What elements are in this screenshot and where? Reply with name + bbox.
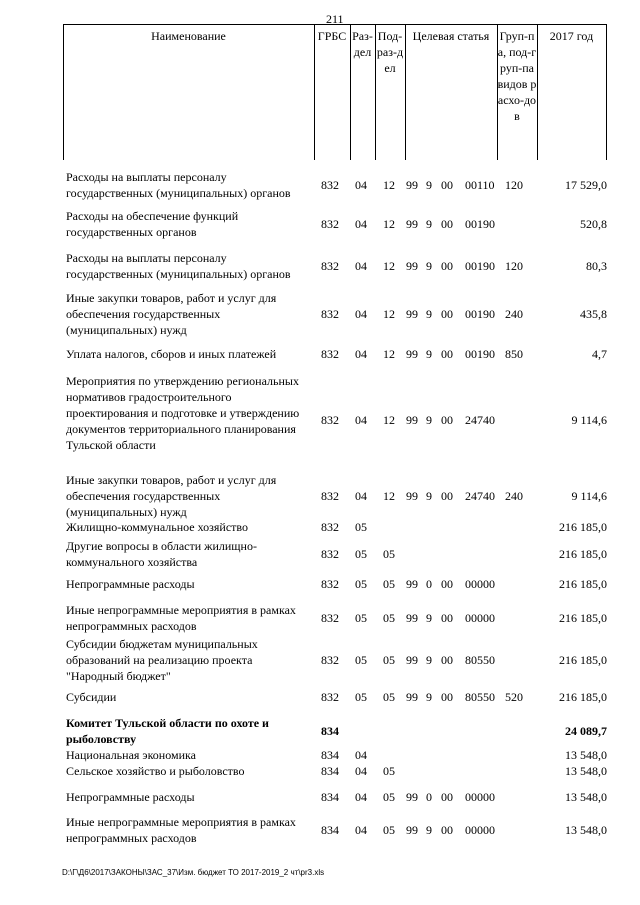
header-year: 2017 год bbox=[549, 29, 594, 43]
amount-cell: 216 185,0 bbox=[559, 690, 607, 704]
razdel-cell: 05 bbox=[355, 547, 367, 561]
row-name: Жилищно-коммунальное хозяйство bbox=[66, 520, 249, 534]
target-part-4: 80550 bbox=[465, 653, 495, 667]
group-cell: 240 bbox=[505, 307, 523, 321]
target-part-2: 9 bbox=[426, 823, 432, 837]
grbs-cell: 832 bbox=[321, 347, 339, 361]
target-part-3: 00 bbox=[441, 690, 453, 704]
amount-cell: 13 548,0 bbox=[565, 790, 607, 804]
amount-cell: 4,7 bbox=[592, 347, 607, 361]
target-part-4: 00190 bbox=[465, 347, 495, 361]
amount-cell: 17 529,0 bbox=[565, 178, 607, 192]
row-name: Уплата налогов, сборов и иных платежей bbox=[66, 347, 277, 361]
grbs-cell: 832 bbox=[321, 307, 339, 321]
group-cell: 850 bbox=[505, 347, 523, 361]
row-name: Непрограммные расходы bbox=[66, 790, 195, 804]
target-part-1: 99 bbox=[406, 577, 418, 591]
target-part-3: 00 bbox=[441, 611, 453, 625]
grbs-cell: 834 bbox=[321, 748, 339, 762]
row-name: Иные непрограммные мероприятия в рамках непрограммных расходов bbox=[66, 603, 296, 633]
row-name: Иные непрограммные мероприятия в рамках непрограммных расходов bbox=[66, 815, 296, 845]
amount-cell: 13 548,0 bbox=[565, 764, 607, 778]
target-part-1: 99 bbox=[406, 653, 418, 667]
podrazdel-cell: 05 bbox=[383, 790, 395, 804]
podrazdel-cell: 05 bbox=[383, 547, 395, 561]
header-razdel: Раз-дел bbox=[352, 29, 373, 59]
grbs-cell: 832 bbox=[321, 577, 339, 591]
target-part-3: 00 bbox=[441, 790, 453, 804]
grbs-cell: 834 bbox=[321, 724, 339, 738]
target-part-2: 0 bbox=[426, 790, 432, 804]
target-part-1: 99 bbox=[406, 413, 418, 427]
target-part-1: 99 bbox=[406, 178, 418, 192]
amount-cell: 13 548,0 bbox=[565, 823, 607, 837]
target-part-1: 99 bbox=[406, 790, 418, 804]
header-divider bbox=[63, 24, 64, 160]
razdel-cell: 04 bbox=[355, 823, 367, 837]
podrazdel-cell: 05 bbox=[383, 611, 395, 625]
razdel-cell: 05 bbox=[355, 520, 367, 534]
row-name: Расходы на выплаты персоналу государственных (муниципальных) органов bbox=[66, 251, 291, 281]
grbs-cell: 832 bbox=[321, 611, 339, 625]
razdel-cell: 04 bbox=[355, 413, 367, 427]
target-part-4: 00000 bbox=[465, 823, 495, 837]
target-part-3: 00 bbox=[441, 413, 453, 427]
header-group: Груп-па, под-груп-па видов расхо-дов bbox=[497, 29, 537, 123]
target-part-3: 00 bbox=[441, 217, 453, 231]
header-divider bbox=[405, 24, 406, 160]
target-part-4: 80550 bbox=[465, 690, 495, 704]
target-part-1: 99 bbox=[406, 611, 418, 625]
podrazdel-cell: 05 bbox=[383, 690, 395, 704]
amount-cell: 24 089,7 bbox=[565, 724, 607, 738]
header-divider bbox=[314, 24, 315, 160]
row-name: Комитет Тульской области по охоте и рыболовству bbox=[66, 716, 269, 746]
amount-cell: 9 114,6 bbox=[571, 489, 607, 503]
target-part-4: 00000 bbox=[465, 577, 495, 591]
podrazdel-cell: 12 bbox=[383, 217, 395, 231]
header-target: Целевая статья bbox=[412, 29, 490, 43]
target-part-3: 00 bbox=[441, 347, 453, 361]
target-part-2: 9 bbox=[426, 690, 432, 704]
target-part-1: 99 bbox=[406, 690, 418, 704]
row-name: Другие вопросы в области жилищно-коммунального хозяйства bbox=[66, 539, 257, 569]
target-part-2: 9 bbox=[426, 413, 432, 427]
target-part-3: 00 bbox=[441, 489, 453, 503]
target-part-4: 00190 bbox=[465, 217, 495, 231]
razdel-cell: 04 bbox=[355, 178, 367, 192]
podrazdel-cell: 05 bbox=[383, 823, 395, 837]
target-part-4: 00000 bbox=[465, 790, 495, 804]
target-part-4: 24740 bbox=[465, 413, 495, 427]
amount-cell: 216 185,0 bbox=[559, 547, 607, 561]
target-part-1: 99 bbox=[406, 347, 418, 361]
podrazdel-cell: 12 bbox=[383, 307, 395, 321]
target-part-3: 00 bbox=[441, 823, 453, 837]
file-path-footer: D:\Г\Д6\2017\ЗАКОНЫ\ЗАС_37\Изм. бюджет ТО 2017-2019_2 чт\pr3.xls bbox=[62, 868, 325, 877]
row-name: Сельское хозяйство и рыболовство bbox=[66, 764, 245, 778]
target-part-3: 00 bbox=[441, 307, 453, 321]
target-part-2: 9 bbox=[426, 653, 432, 667]
row-name: Национальная экономика bbox=[66, 748, 196, 762]
target-part-2: 9 bbox=[426, 307, 432, 321]
row-name: Субсидии бюджетам муниципальных образований на реализацию проекта "Народный бюджет" bbox=[66, 637, 258, 683]
target-part-2: 9 bbox=[426, 489, 432, 503]
header-divider bbox=[606, 24, 607, 160]
target-part-1: 99 bbox=[406, 307, 418, 321]
group-cell: 240 bbox=[505, 489, 523, 503]
amount-cell: 9 114,6 bbox=[571, 413, 607, 427]
target-part-3: 00 bbox=[441, 577, 453, 591]
grbs-cell: 832 bbox=[321, 520, 339, 534]
razdel-cell: 05 bbox=[355, 690, 367, 704]
target-part-1: 99 bbox=[406, 259, 418, 273]
razdel-cell: 05 bbox=[355, 611, 367, 625]
target-part-1: 99 bbox=[406, 217, 418, 231]
razdel-cell: 04 bbox=[355, 347, 367, 361]
podrazdel-cell: 12 bbox=[383, 178, 395, 192]
group-cell: 520 bbox=[505, 690, 523, 704]
grbs-cell: 832 bbox=[321, 413, 339, 427]
group-cell: 120 bbox=[505, 259, 523, 273]
razdel-cell: 05 bbox=[355, 577, 367, 591]
target-part-2: 9 bbox=[426, 217, 432, 231]
grbs-cell: 834 bbox=[321, 764, 339, 778]
target-part-1: 99 bbox=[406, 489, 418, 503]
row-name: Иные закупки товаров, работ и услуг для обеспечения государственных (муниципальных) нужд bbox=[66, 291, 277, 337]
grbs-cell: 834 bbox=[321, 790, 339, 804]
grbs-cell: 832 bbox=[321, 217, 339, 231]
razdel-cell: 04 bbox=[355, 217, 367, 231]
target-part-2: 0 bbox=[426, 577, 432, 591]
razdel-cell: 04 bbox=[355, 259, 367, 273]
razdel-cell: 04 bbox=[355, 307, 367, 321]
podrazdel-cell: 05 bbox=[383, 577, 395, 591]
header-podrazdel: Под-раз-дел bbox=[376, 29, 404, 75]
target-part-3: 00 bbox=[441, 178, 453, 192]
podrazdel-cell: 12 bbox=[383, 413, 395, 427]
row-name: Мероприятия по утверждению региональных нормативов градостроительного проектирования и подготовке и утверждению документов территориального планирования Тульской области bbox=[66, 374, 300, 452]
amount-cell: 435,8 bbox=[580, 307, 607, 321]
target-part-4: 24740 bbox=[465, 489, 495, 503]
page-number: 211 bbox=[326, 12, 344, 26]
row-name: Расходы на обеспечение функций государственных органов bbox=[66, 209, 239, 239]
target-part-4: 00110 bbox=[465, 178, 495, 192]
target-part-4: 00190 bbox=[465, 259, 495, 273]
row-name: Расходы на выплаты персоналу государственных (муниципальных) органов bbox=[66, 170, 291, 200]
razdel-cell: 04 bbox=[355, 489, 367, 503]
target-part-2: 9 bbox=[426, 178, 432, 192]
razdel-cell: 04 bbox=[355, 790, 367, 804]
grbs-cell: 832 bbox=[321, 259, 339, 273]
amount-cell: 216 185,0 bbox=[559, 611, 607, 625]
grbs-cell: 832 bbox=[321, 547, 339, 561]
target-part-3: 00 bbox=[441, 653, 453, 667]
amount-cell: 216 185,0 bbox=[559, 577, 607, 591]
grbs-cell: 832 bbox=[321, 489, 339, 503]
grbs-cell: 832 bbox=[321, 178, 339, 192]
amount-cell: 216 185,0 bbox=[559, 653, 607, 667]
header-grbs: ГРБС bbox=[317, 29, 347, 43]
podrazdel-cell: 05 bbox=[383, 764, 395, 778]
grbs-cell: 832 bbox=[321, 653, 339, 667]
row-name: Непрограммные расходы bbox=[66, 577, 195, 591]
podrazdel-cell: 12 bbox=[383, 489, 395, 503]
target-part-4: 00000 bbox=[465, 611, 495, 625]
header-name: Наименование bbox=[151, 29, 226, 43]
podrazdel-cell: 05 bbox=[383, 653, 395, 667]
row-name: Иные закупки товаров, работ и услуг для обеспечения государственных (муниципальных) нужд bbox=[66, 473, 277, 519]
target-part-2: 9 bbox=[426, 259, 432, 273]
target-part-1: 99 bbox=[406, 823, 418, 837]
group-cell: 120 bbox=[505, 178, 523, 192]
podrazdel-cell: 12 bbox=[383, 347, 395, 361]
target-part-2: 9 bbox=[426, 611, 432, 625]
grbs-cell: 834 bbox=[321, 823, 339, 837]
target-part-3: 00 bbox=[441, 259, 453, 273]
amount-cell: 520,8 bbox=[580, 217, 607, 231]
amount-cell: 80,3 bbox=[586, 259, 607, 273]
header-divider bbox=[537, 24, 538, 160]
amount-cell: 13 548,0 bbox=[565, 748, 607, 762]
grbs-cell: 832 bbox=[321, 690, 339, 704]
razdel-cell: 04 bbox=[355, 764, 367, 778]
row-name: Субсидии bbox=[66, 690, 117, 704]
razdel-cell: 04 bbox=[355, 748, 367, 762]
header-top-line bbox=[63, 24, 606, 25]
target-part-4: 00190 bbox=[465, 307, 495, 321]
razdel-cell: 05 bbox=[355, 653, 367, 667]
target-part-2: 9 bbox=[426, 347, 432, 361]
amount-cell: 216 185,0 bbox=[559, 520, 607, 534]
podrazdel-cell: 12 bbox=[383, 259, 395, 273]
